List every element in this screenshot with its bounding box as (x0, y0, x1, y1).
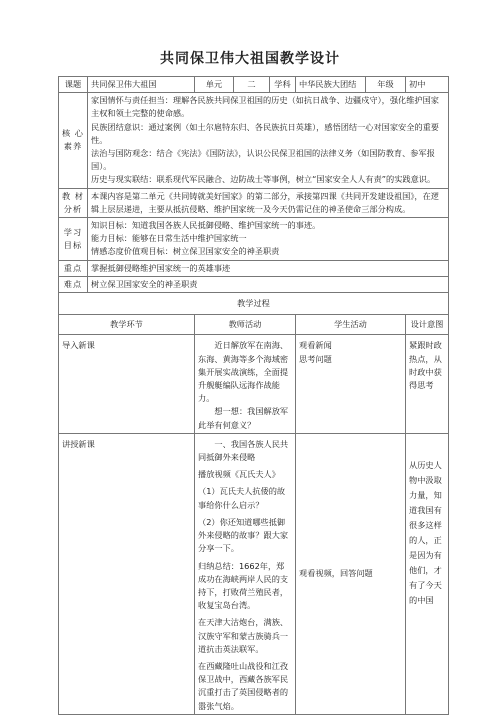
analysis-text: 本课内容是第二单元《共同铸就美好国家》的第二部分，承接第四课《共同开发建设祖国》，在逻辑上层层递进，主要从抵抗侵略、维护国家统一及今天仍需记住的神圣使命三部分构成。 (88, 188, 449, 217)
core-item: 历史与现实联结：联系现代军民融合、边防战士等事例，树立“国家安全人人有责”的实践意识。 (91, 174, 436, 185)
stage-intro: 导入新课 (59, 335, 195, 433)
teacher-text: 在天津大沽炮台，满族、汉族守军和蒙古族骑兵一道抗击英法联军。 (198, 617, 289, 654)
difficulty-label: 难点 (59, 276, 88, 292)
unit-value: 二 (234, 77, 270, 93)
grade-label: 年级 (366, 77, 406, 93)
header-row (59, 77, 449, 93)
key-point-label: 重点 (59, 260, 88, 276)
goal-item: 知识目标：知道我国各族人民抵御侵略、维护国家统一的事迹。 (91, 220, 321, 231)
process-col-stage: 教学环节 (59, 315, 195, 335)
goal-item: 能力目标：能够在日常生活中维护国家统一 (91, 233, 247, 244)
teacher-text: 在西藏隆吐山战役和江孜保卫战中，西藏各族军民沉重打击了英国侵略者的嚣张气焰。 (198, 660, 289, 711)
subject-label: 学科 (270, 77, 296, 93)
core-content (88, 93, 449, 188)
teacher-intro (195, 335, 296, 433)
lesson-value: 共同保卫伟大祖国 (88, 77, 195, 93)
teacher-text: 播放视频《瓦氏夫人》 (198, 469, 280, 480)
lesson-plan-table (58, 76, 449, 715)
teacher-text: 归纳总结：1662年，郑成功在海峡两岸人民的支持下，打败荷兰殖民者，收复宝岛台湾。 (198, 560, 289, 611)
teacher-text: （2）你还知道哪些抵御外来侵略的故事？跟大家分享一下。 (198, 516, 289, 554)
student-lecture: 观看视频，回答问题 (296, 433, 406, 714)
goals-label: 学习 目标 (59, 218, 88, 261)
core-item: 法治与国防观念：结合《宪法》《国防法》，认识公民保卫祖国的法律义务（如国防教育、参军报国）。 (91, 148, 435, 172)
goals-row (59, 218, 449, 261)
process-row-lecture (59, 433, 449, 714)
intent-lecture: 从历史人物中汲取力量，知道我国有很多这样的人，正是因为有他们，才有了今天的中国 (406, 433, 449, 714)
lesson-label: 课题 (59, 77, 88, 93)
teacher-lecture (195, 433, 296, 714)
core-item: 家国情怀与责任担当：理解各民族共同保卫祖国的历史（如抗日战争、边疆戍守），强化维护国家主权和领土完整的使命感。 (91, 95, 439, 119)
process-col-student: 学生活动 (296, 315, 406, 335)
teacher-text: （1）瓦氏夫人抗倭的故事给你什么启示？ (198, 486, 286, 510)
subject-value: 中华民族大团结 (296, 77, 366, 93)
unit-label: 单元 (195, 77, 234, 93)
grade-value: 初中 (406, 77, 449, 93)
core-item: 民族团结意识：通过案例（如土尔扈特东归、各民族抗日英雄），感悟团结一心对国家安全的重要性。 (91, 121, 439, 145)
process-header-row (59, 315, 449, 335)
page-title: 共同保卫伟大祖国教学设计 (160, 51, 340, 67)
goal-item: 情感态度价值观目标：树立保卫国家安全的神圣职责 (91, 246, 280, 257)
teacher-text: 想一想：我国解放军此举有何意义？ (198, 406, 289, 430)
analysis-row (59, 188, 449, 217)
teacher-text: 近日解放军在南海、东海、黄海等多个海域密集开展实战演练，全面提升舰艇编队远海作战能力。 (198, 340, 289, 404)
process-col-intent: 设计意图 (406, 315, 449, 335)
process-title: 教学过程 (59, 293, 449, 315)
key-point-text: 掌握抵御侵略维护国家统一的英雄事迹 (88, 260, 449, 276)
process-col-teacher: 教师活动 (195, 315, 296, 335)
student-intro: 观看新闻 思考问题 (296, 335, 406, 433)
stage-lecture: 讲授新课 (59, 433, 195, 714)
goals-content (88, 218, 449, 261)
process-title-row (59, 293, 449, 315)
core-row (59, 93, 449, 188)
process-row-intro (59, 335, 449, 433)
difficulty-text: 树立保卫国家安全的神圣职责 (88, 276, 449, 292)
analysis-label: 教 材 分析 (59, 188, 88, 217)
teacher-text: 一、我国各族人民共同抵御外来侵略 (198, 438, 289, 463)
core-label: 核 心 素养 (59, 93, 88, 188)
difficulty-row (59, 276, 449, 292)
intent-intro: 紧跟时政热点，从时政中获得思考 (406, 335, 449, 433)
key-point-row (59, 260, 449, 276)
